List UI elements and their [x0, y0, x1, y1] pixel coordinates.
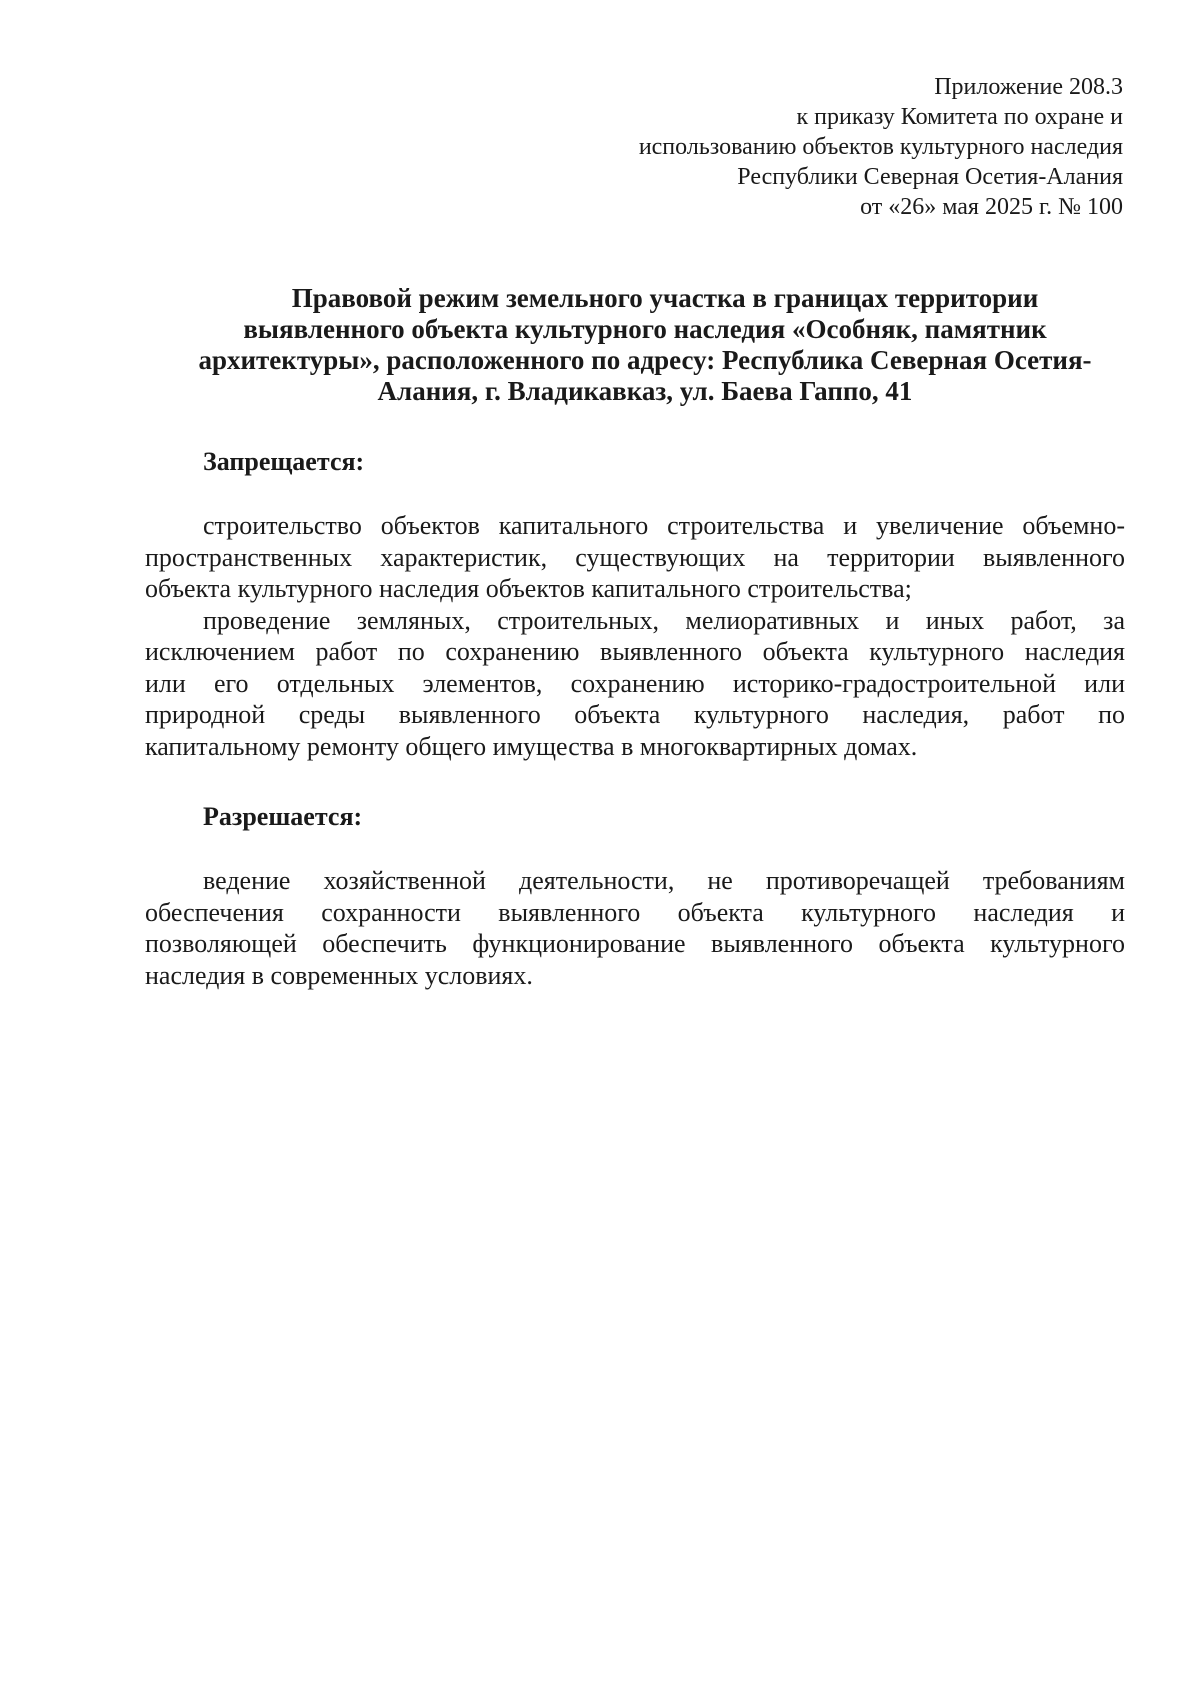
paragraph-line: капитальному ремонту общего имущества в многоквартирных домах.	[145, 731, 918, 761]
paragraph-line: обеспечения сохранности выявленного объекта культурного наследия и	[145, 897, 1125, 927]
paragraph-line: строительство объектов капитального строительства и увеличение объемно-	[203, 511, 1125, 540]
document-title	[170, 283, 1120, 407]
appendix-header	[639, 72, 1123, 222]
paragraph-line: объекта культурного наследия объектов капитального строительства;	[145, 574, 912, 603]
paragraph-line: или его отдельных элементов, сохранению историко-градостроительной или	[145, 668, 1125, 698]
paragraph-line: наследия в современных условиях.	[145, 960, 533, 990]
prohibited-paragraph-works	[145, 605, 1125, 763]
title-line: Правовой режим земельного участка в границах территории	[291, 283, 1039, 313]
paragraph-line: пространственных характеристик, существующих на территории выявленного	[145, 542, 1125, 572]
paragraph-line: природной среды выявленного объекта культурного наследия, работ по	[145, 700, 1125, 729]
paragraph-line: позволяющей обеспечить функционирование выявленного объекта культурного	[145, 929, 1125, 958]
appendix-date-line: от «26» мая 2025 г. № 100	[860, 194, 1123, 220]
allowed-paragraph-activity	[145, 865, 1125, 991]
appendix-committee-line: использованию объектов культурного наследия	[638, 134, 1123, 160]
prohibited-section	[145, 510, 1125, 762]
title-line: Алания, г. Владикавказ, ул. Баева Гаппо, 41	[377, 376, 913, 406]
prohibited-paragraph-construction	[145, 510, 1125, 605]
allowed-section	[145, 865, 1125, 991]
title-line: архитектуры», расположенного по адресу: Республика Северная Осетия-	[198, 345, 1092, 375]
appendix-republic-line: Республики Северная Осетия-Алания	[737, 164, 1123, 190]
paragraph-line: ведение хозяйственной деятельности, не противоречащей требованиям	[203, 866, 1125, 895]
paragraph-line: проведение земляных, строительных, мелиоративных и иных работ, за	[203, 605, 1125, 635]
appendix-number: Приложение 208.3	[934, 74, 1123, 100]
paragraph-line: исключением работ по сохранению выявленного объекта культурного наследия	[145, 637, 1125, 666]
title-line: выявленного объекта культурного наследия «Особняк, памятник	[243, 314, 1047, 344]
prohibited-heading: Запрещается:	[203, 447, 365, 476]
allowed-heading: Разрешается:	[203, 802, 363, 831]
appendix-order-line: к приказу Комитета по охране и	[796, 104, 1123, 130]
